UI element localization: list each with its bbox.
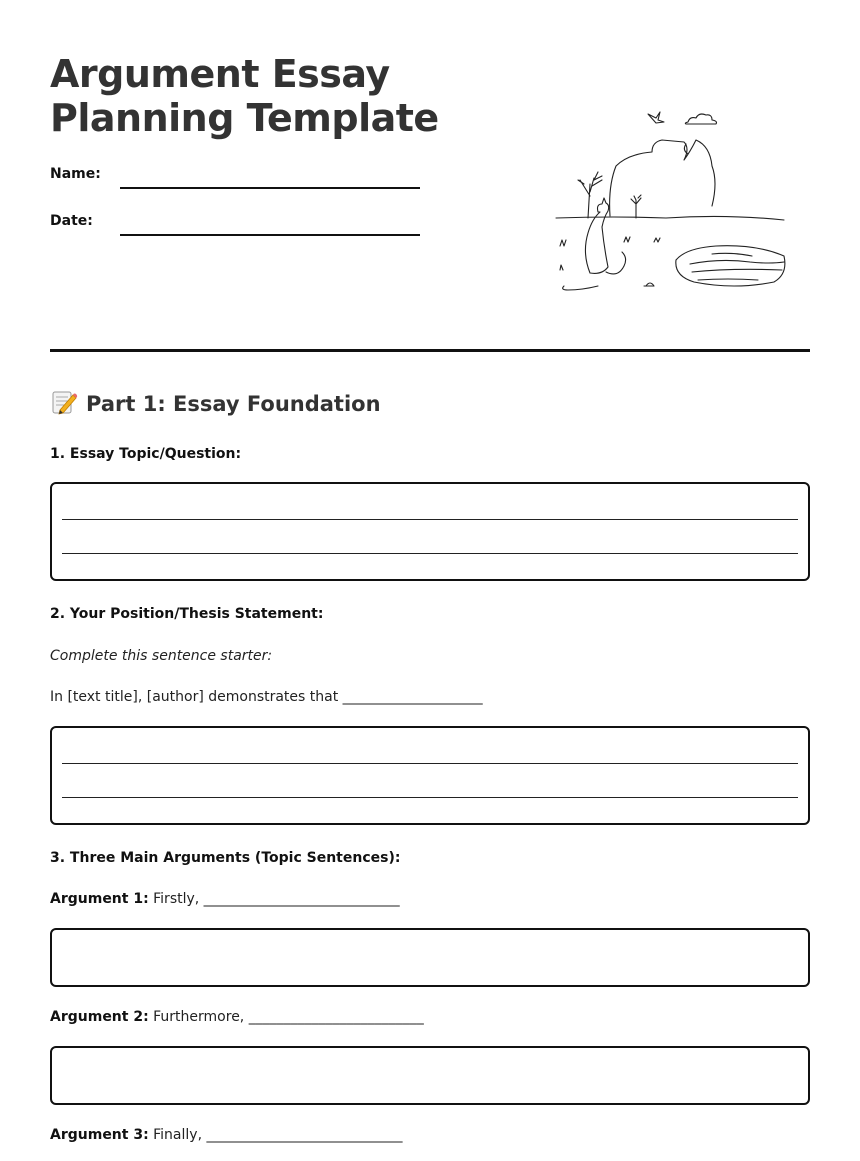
writing-line xyxy=(62,797,798,798)
argument-3-text: Finally, ____________________________ xyxy=(148,1127,403,1143)
argument-2-box[interactable] xyxy=(50,1046,810,1105)
writing-line xyxy=(62,519,798,520)
thesis-sentence-starter: In [text title], [author] demonstrates that ____________________ xyxy=(50,689,483,705)
part-1-heading xyxy=(50,388,381,420)
main-arguments-label: 3. Three Main Arguments (Topic Sentences): xyxy=(50,850,401,866)
section-divider xyxy=(50,349,810,352)
name-field[interactable] xyxy=(120,187,420,189)
part-1-heading-text: Part 1: Essay Foundation xyxy=(86,392,381,416)
title-line-1: Argument Essay xyxy=(50,52,390,96)
argument-2-text: Furthermore, _________________________ xyxy=(148,1009,424,1025)
argument-1-box[interactable] xyxy=(50,928,810,987)
cat-landscape-illustration xyxy=(552,100,788,300)
argument-3-label: Argument 3: xyxy=(50,1127,149,1143)
argument-2-prompt xyxy=(50,1009,424,1025)
argument-2-label: Argument 2: xyxy=(50,1009,149,1025)
writing-line xyxy=(62,763,798,764)
memo-pencil-icon xyxy=(50,388,78,416)
page-title xyxy=(50,52,439,140)
thesis-label: 2. Your Position/Thesis Statement: xyxy=(50,606,324,622)
date-label: Date: xyxy=(50,213,93,229)
name-label: Name: xyxy=(50,166,101,182)
writing-line xyxy=(62,553,798,554)
argument-1-label: Argument 1: xyxy=(50,891,149,907)
argument-3-prompt xyxy=(50,1127,402,1143)
title-line-2: Planning Template xyxy=(50,96,439,140)
date-field[interactable] xyxy=(120,234,420,236)
thesis-box[interactable] xyxy=(50,726,810,825)
thesis-instruction: Complete this sentence starter: xyxy=(50,648,273,664)
argument-1-prompt xyxy=(50,891,400,907)
essay-topic-label: 1. Essay Topic/Question: xyxy=(50,446,242,462)
argument-1-text: Firstly, ____________________________ xyxy=(148,891,400,907)
essay-topic-box[interactable] xyxy=(50,482,810,581)
